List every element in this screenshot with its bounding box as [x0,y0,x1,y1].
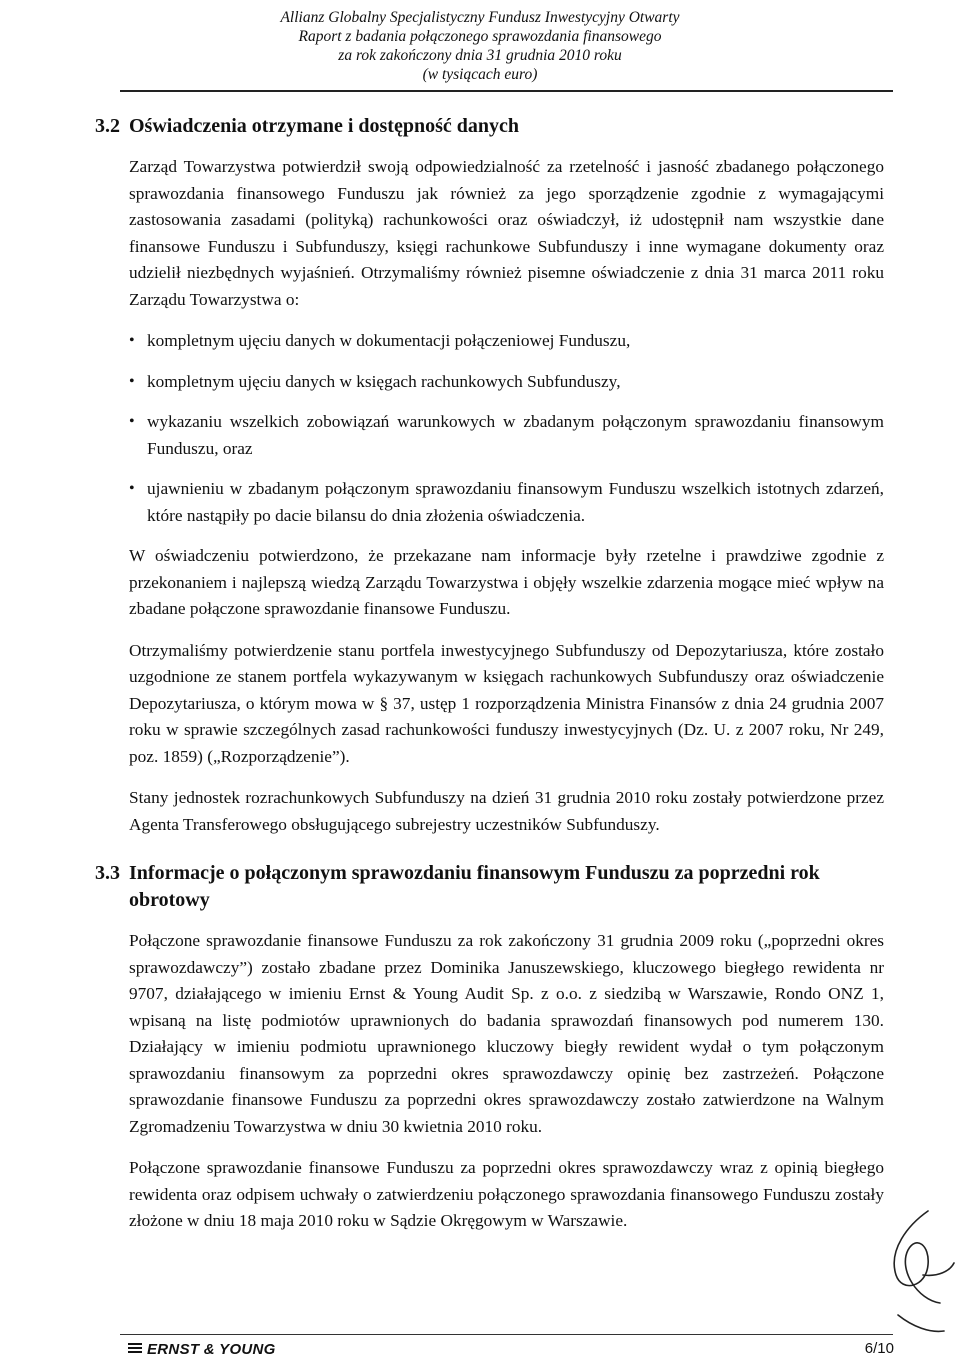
document-body [95,112,884,1250]
section-title: Oświadczenia otrzymane i dostępność danych [129,115,519,137]
list-item: • ujawnieniu w zbadanym połączonym sprawozdaniu finansowym Funduszu wszelkich istotnych zdarzeń, które nastąpiły po dacie bilansu do dnia złożenia oświadczenia. [129,476,884,529]
paragraph: Stany jednostek rozrachunkowych Subfunduszy na dzień 31 grudnia 2010 roku zostały potwierdzone przez Agenta Transferowego obsługującego subrejestry uczestników Subfunduszy. [129,788,884,834]
paragraph: Zarząd Towarzystwa potwierdził swoją odpowiedzialność za rzetelność i jasność zbadanego połączonego sprawozdania finansowego Funduszu jak również za jego sporządzenie zgodnie z wymagającymi zastosowania zasadami (polityką) rachunkowości oraz oświadczył, iż udostępnił nam wszystkie dane finansowe Funduszu i Subfunduszy, księgi rachunkowe Subfunduszy i inne wymagane dokumenty oraz udzielił niezbędnych wyjaśnień. Otrzymaliśmy również pisemne oświadczenie z dnia 31 marca 2011 roku Zarządu Towarzystwa o: [129,157,884,309]
header-period: za rok zakończony dnia 31 grudnia 2010 roku [338,47,622,64]
page-number: 6/10 [864,1340,894,1357]
list-item: • kompletnym ujęciu danych w dokumentacji połączeniowej Funduszu, [129,328,884,355]
section-number: 3.3 [95,862,120,884]
paragraph: W oświadczeniu potwierdzono, że przekazane nam informacje były rzetelne i prawdziwe zgodnie z przekonaniem i najlepszą wiedzą Zarządu Towarzystwa i objęły wszelkie zdarzenia mogące mieć wpływ na zbadane połączone sprawozdanie finansowe Funduszu. [129,546,884,618]
logo-mark-icon [128,1343,142,1355]
footer-divider [120,1334,893,1335]
header-report-title: Raport z badania połączonego sprawozdania finansowego [298,28,662,45]
logo-text: ERNST & YOUNG [147,1341,276,1358]
header-fund-name: Allianz Globalny Specjalistyczny Fundusz Inwestycyjny Otwarty [280,9,680,26]
header-currency-note: (w tysiącach euro) [422,66,538,83]
page-header [0,8,960,84]
statement-list [129,328,884,529]
section-heading-3-3 [95,860,884,914]
list-item: • kompletnym ujęciu danych w księgach rachunkowych Subfunduszy, [129,369,884,396]
section-title: Informacje o połączonym sprawozdaniu finansowym Funduszu za poprzedni rok obrotowy [129,862,820,911]
header-divider [120,90,893,92]
list-item: • wykazaniu wszelkich zobowiązań warunkowych w zbadanym połączonym sprawozdaniu finansowym Funduszu, oraz [129,409,884,462]
section-heading-3-2 [95,112,884,140]
paragraph: Połączone sprawozdanie finansowe Funduszu za poprzedni okres sprawozdawczy wraz z opinią biegłego rewidenta oraz odpisem uchwały o zatwierdzeniu połączonego sprawozdania finansowego Funduszu zostały złożone w dniu 18 maja 2010 roku w Sądzie Okręgowym w Warszawie. [129,1158,884,1230]
paragraph: Połączone sprawozdanie finansowe Funduszu za rok zakończony 31 grudnia 2009 roku („poprzedni okres sprawozdawczy”) zostało zbadane przez Dominika Januszewskiego, kluczowego biegłego rewidenta nr 9707, działającego w imieniu Ernst & Young Audit Sp. z o.o. z siedzibą w Warszawie, Rondo ONZ 1, wpisaną na listę podmiotów uprawnionych do badania sprawozdań finansowych pod numerem 130. Działający w imieniu podmiotu uprawnionego kluczowy biegły rewident wydał o tym połączonym sprawozdaniu finansowym za poprzedni okres sprawozdawczy opinię bez zastrzeżeń. Połączone sprawozdanie finansowe Funduszu za poprzedni okres sprawozdawczy zostało zatwierdzone na Walnym Zgromadzeniu Towarzystwa w dniu 30 kwietnia 2010 roku. [129,931,884,1136]
ernst-young-logo [128,1341,276,1358]
section-number: 3.2 [95,115,120,137]
handwritten-signature [868,1205,958,1345]
paragraph: Otrzymaliśmy potwierdzenie stanu portfela inwestycyjnego Subfunduszy od Depozytariusza, które zostało uzgodnione ze stanem portfela wykazywanym w księgach rachunkowych Subfunduszy oraz oświadczenie Depozytariusza, o którym mowa w § 37, ustęp 1 rozporządzenia Ministra Finansów z dnia 24 grudnia 2007 roku w sprawie szczególnych zasad rachunkowości funduszy inwestycyjnych (Dz. U. z 2007 roku, Nr 249, poz. 1859) („Rozporządzenie”). [129,640,884,766]
